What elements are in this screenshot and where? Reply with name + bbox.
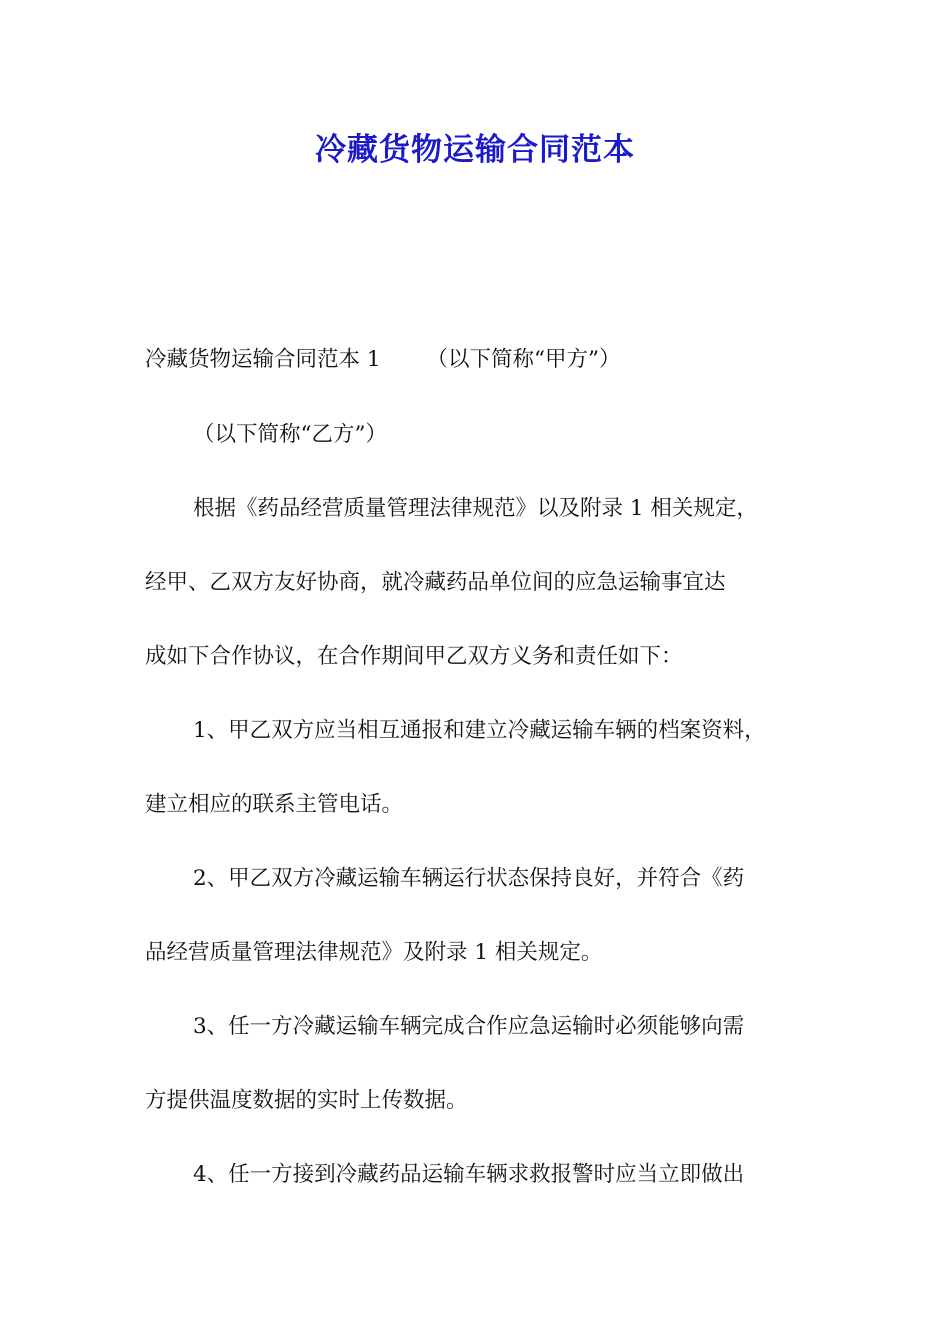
paragraph-line: 经甲、乙双方友好协商，就冷藏药品单位间的应急运输事宜达 [145,570,726,595]
paragraph-line: 根据《药品经营质量管理法律规范》以及附录 1 相关规定， [193,496,758,521]
clause-3-line: 方提供温度数据的实时上传数据。 [145,1088,468,1113]
clause-1-line: 1、甲乙双方应当相互通报和建立冷藏运输车辆的档案资料， [193,718,766,743]
contract-name: 冷藏货物运输合同范本 1 [145,347,381,372]
party-a-label: （以下简称“甲方”） [426,347,621,372]
clause-2-line: 品经营质量管理法律规范》及附录 1 相关规定。 [145,940,603,965]
clause-3-line: 3、任一方冷藏运输车辆完成合作应急运输时必须能够向需 [193,1014,745,1039]
document-title: 冷藏货物运输合同范本 [315,132,635,168]
clause-4-line: 4、任一方接到冷藏药品运输车辆求救报警时应当立即做出 [193,1162,745,1187]
contract-heading-line [145,345,815,375]
clause-2-line: 2、甲乙双方冷藏运输车辆运行状态保持良好，并符合《药 [193,866,745,891]
paragraph-line: 成如下合作协议，在合作期间甲乙双方义务和责任如下： [145,644,683,669]
clause-1-line: 建立相应的联系主管电话。 [145,792,404,817]
party-b-line: （以下简称“乙方”） [193,422,387,447]
